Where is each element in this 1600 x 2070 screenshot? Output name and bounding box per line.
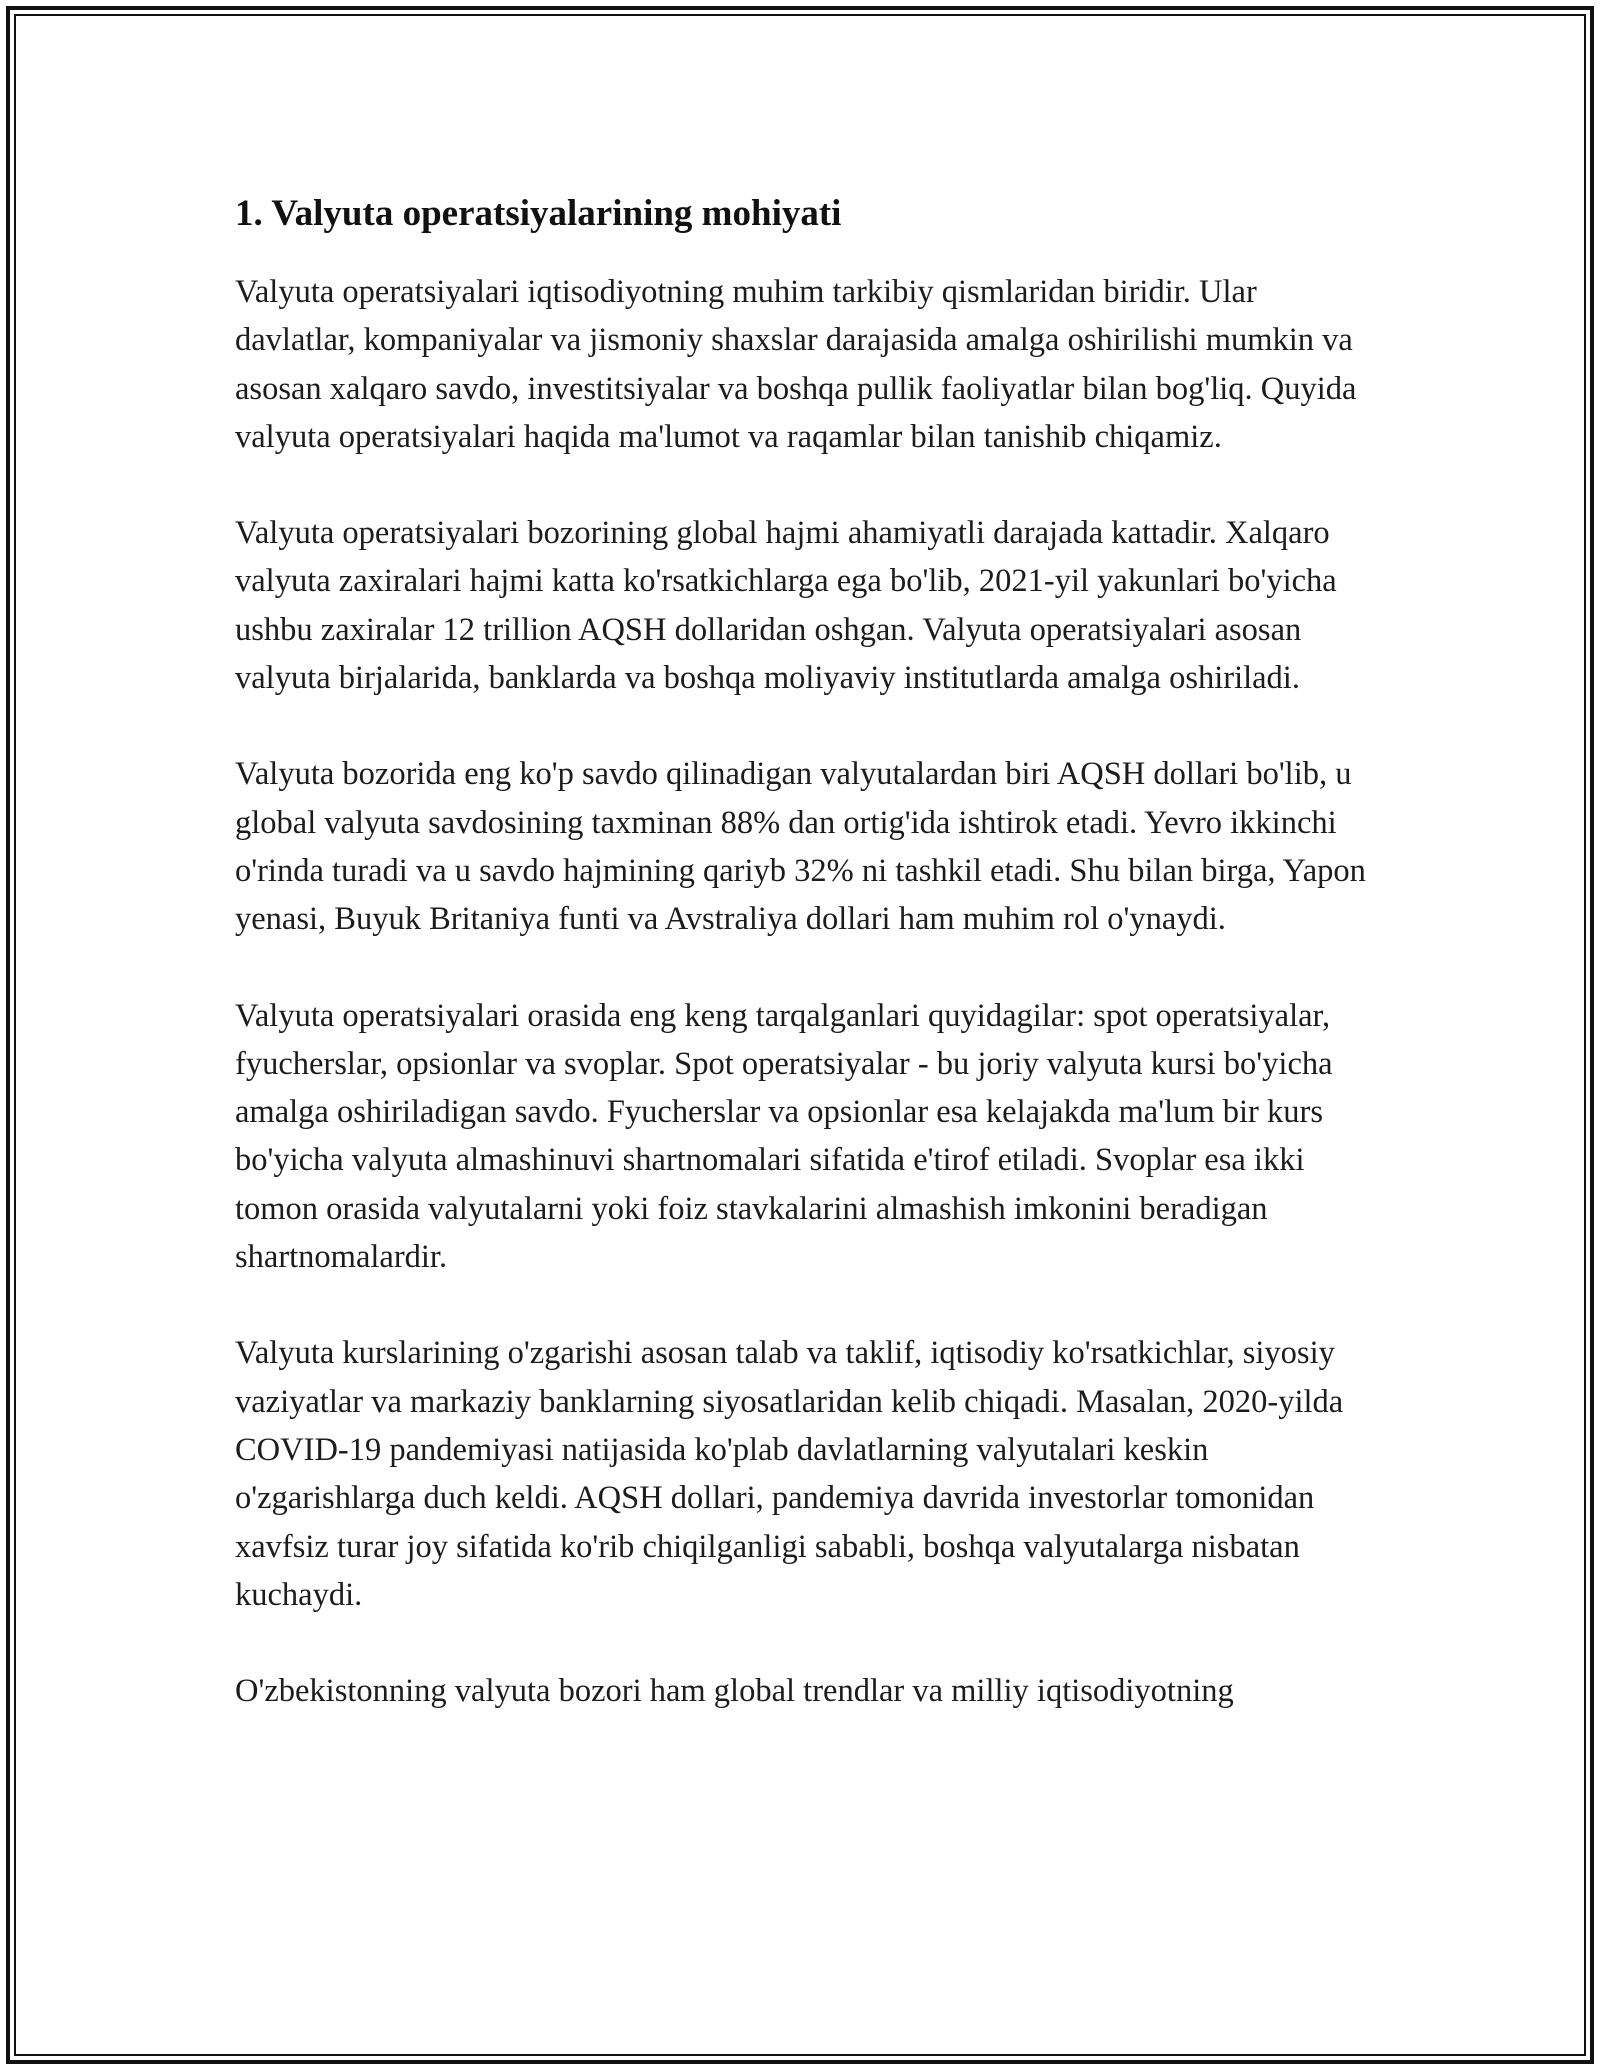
- paragraph-market-volume: Valyuta operatsiyalari bozorining global hajmi ahamiyatli darajada kattadir. Xalqaro valyuta zaxiralari hajmi katta ko'rsatkichlarga ega bo'lib, 2021-yil yakunlari bo'yicha ushbu zaxiralar 12 trillion AQSH dollaridan oshgan. Valyuta operatsiyalari asosan valyuta birjalarida, banklarda va boshqa moliyaviy institutlarda amalga oshiriladi.: [235, 515, 1337, 697]
- document-body: [235, 188, 1375, 1763]
- paragraph-rate-changes: Valyuta kurslarining o'zgarishi asosan talab va taklif, iqtisodiy ko'rsatkichlar, siyosiy vaziyatlar va markaziy banklarning siyosatlaridan kelib chiqadi. Masalan, 2020-yilda COVID-19 pandemiyasi natijasida ko'plab davlatlarning valyutalari keskin o'zgarishlarga duch keldi. AQSH dollari, pandemiya davrida investorlar tomonidan xavfsiz turar joy sifatida ko'rib chiqilganligi sababli, boshqa valyutalarga nisbatan kuchaydi.: [235, 1335, 1344, 1613]
- paragraph-currencies: Valyuta bozorida eng ko'p savdo qilinadigan valyutalardan biri AQSH dollari bo'lib, u global valyuta savdosining taxminan 88% dan ortig'ida ishtirok etadi. Yevro ikkinchi o'rinda turadi va u savdo hajmining qariyb 32% ni tashkil etadi. Shu bilan birga, Yapon yenasi, Buyuk Britaniya funti va Avstraliya dollari ham muhim rol o'ynaydi.: [235, 756, 1366, 938]
- paragraph-operation-types: Valyuta operatsiyalari orasida eng keng tarqalganlari quyidagilar: spot operatsiyalar, fyucherslar, opsionlar va svoplar. Spot operatsiyalar - bu joriy valyuta kursi bo'yicha amalga oshiriladigan savdo. Fyucherslar va opsionlar esa kelajakda ma'lum bir kurs bo'yicha valyuta almashinuvi shartnomalari sifatida e'tirof etiladi. Svoplar esa ikki tomon orasida valyutalarni yoki foiz stavkalarini almashish imkonini beradigan shartnomalardir.: [235, 997, 1333, 1276]
- paragraph-uzbekistan: O'zbekistonning valyuta bozori ham global trendlar va milliy iqtisodiyotning: [235, 1673, 1234, 1710]
- paragraph-intro: Valyuta operatsiyalari iqtisodiyotning muhim tarkibiy qismlaridan biridir. Ular davlatlar, kompaniyalar va jismoniy shaxslar darajasida amalga oshirilishi mumkin va asosan xalqaro savdo, investitsiyalar va boshqa pullik faoliyatlar bilan bog'liq. Quyida valyuta operatsiyalari haqida ma'lumot va raqamlar bilan tanishib chiqamiz.: [235, 274, 1357, 455]
- section-heading: 1. Valyuta operatsiyalarining mohiyati: [235, 193, 842, 234]
